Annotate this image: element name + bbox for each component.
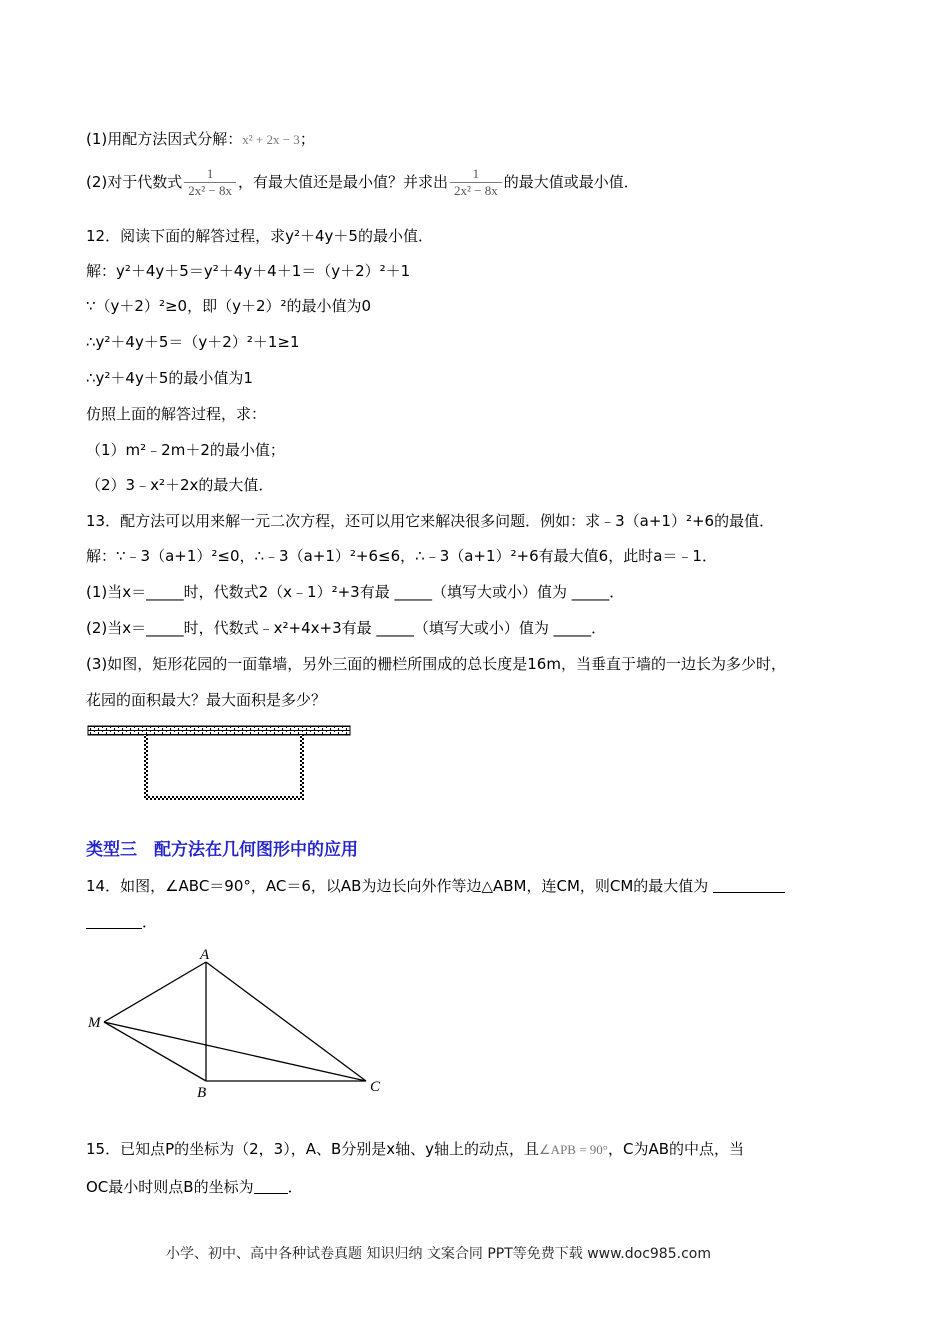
q11-expression: x² + 2x − 3 bbox=[242, 132, 300, 147]
q13-part3-line1: (3)如图，矩形花园的一面靠墙，另外三面的栅栏所围成的总长度是16m，当垂直于墙的一边长为多少时， bbox=[86, 655, 786, 673]
triangle-figure bbox=[86, 944, 396, 1104]
q11-fraction-1: $\frac{1}{\text{2x² − 8x}}$ bbox=[184, 166, 236, 199]
q14-text-cont: ． bbox=[86, 912, 157, 932]
q11-part1: (1)用配方法因式分解：x² + 2x − 3； bbox=[86, 130, 315, 148]
q14-answer-blank-2[interactable] bbox=[86, 914, 142, 929]
q12-title: 12．阅读下面的解答过程，求y²＋4y＋5的最小值． bbox=[86, 227, 433, 245]
q14-text: 14．如图，∠ABC＝90°，AC＝6，以AB为边长向外作等边△ABM，连CM，则CM的最大值为 bbox=[86, 876, 785, 896]
q12-sub1: （1）m²﹣2m＋2的最小值； bbox=[86, 441, 285, 459]
label-a: A bbox=[200, 947, 210, 963]
q13-part1: (1)当x＝_____时，代数式2（x﹣1）²+3有最 _____（填写大或小）值为 _____． bbox=[86, 583, 625, 601]
q15-line2: OC最小时则点B的坐标为 ． bbox=[86, 1178, 303, 1196]
q11-part2: (2)对于代数式 $\frac{1}{\text{2x² − 8x}}$ ，有最大值还是最小值？并求出 $\frac{1}{\text{2x² − 8x}}$ 的最大值或最小值． bbox=[86, 166, 639, 198]
q11-fraction-2: $\frac{1}{\text{2x² − 8x}}$ bbox=[450, 166, 502, 199]
q12-line5: 仿照上面的解答过程，求： bbox=[86, 405, 267, 423]
fence-right bbox=[300, 735, 304, 800]
q13-solution: 解：∵﹣3（a+1）²≤0，∴﹣3（a+1）²+6≤6，∴﹣3（a+1）²+6有最大值6，此时a＝﹣1． bbox=[86, 547, 717, 565]
q12-sub2: （2）3﹣x²＋2x的最大值． bbox=[86, 476, 274, 494]
label-b: B bbox=[197, 1085, 207, 1101]
fence-left bbox=[144, 735, 148, 800]
q12-line1: 解：y²＋4y＋5＝y²＋4y＋4＋1＝（y＋2）²＋1 bbox=[86, 262, 411, 280]
q15-answer-blank[interactable] bbox=[254, 1179, 288, 1194]
q12-line3: ∴y²＋4y＋5＝（y＋2）²＋1≥1 bbox=[86, 333, 300, 351]
segment-mb bbox=[104, 1022, 206, 1081]
q15-angle-expression: ∠APB = 90° bbox=[539, 1142, 609, 1157]
segment-am bbox=[104, 962, 206, 1022]
fence-bottom bbox=[144, 796, 304, 800]
q14-answer-blank-1[interactable] bbox=[713, 878, 785, 893]
label-m: M bbox=[88, 1015, 101, 1031]
q13-part3-line2: 花园的面积最大？最大面积是多少？ bbox=[86, 691, 327, 709]
wall bbox=[88, 726, 350, 735]
q12-line2: ∵（y＋2）²≥0，即（y＋2）²的最小值为0 bbox=[86, 297, 372, 315]
section-heading: 类型三 配方法在几何图形中的应用 bbox=[86, 840, 358, 860]
q13-intro: 13．配方法可以用来解一元二次方程，还可以用它来解决很多问题．例如：求﹣3（a+1）²+6的最值． bbox=[86, 512, 775, 530]
q15-line1: 15．已知点P的坐标为（2，3），A、B分别是x轴、y轴上的动点，且∠APB = 90°，C为AB的中点，当 bbox=[86, 1140, 745, 1158]
q13-part2: (2)当x＝_____时，代数式﹣x²+4x+3有最 _____（填写大或小）值为 _____． bbox=[86, 619, 607, 637]
garden-figure bbox=[86, 722, 352, 804]
footer-ad: 小学、初中、高中各种试卷真题 知识归纳 文案合同 PPT等免费下载 www.doc985.com bbox=[166, 1246, 711, 1262]
label-c: C bbox=[370, 1079, 381, 1095]
q12-line4: ∴y²＋4y＋5的最小值为1 bbox=[86, 369, 253, 387]
